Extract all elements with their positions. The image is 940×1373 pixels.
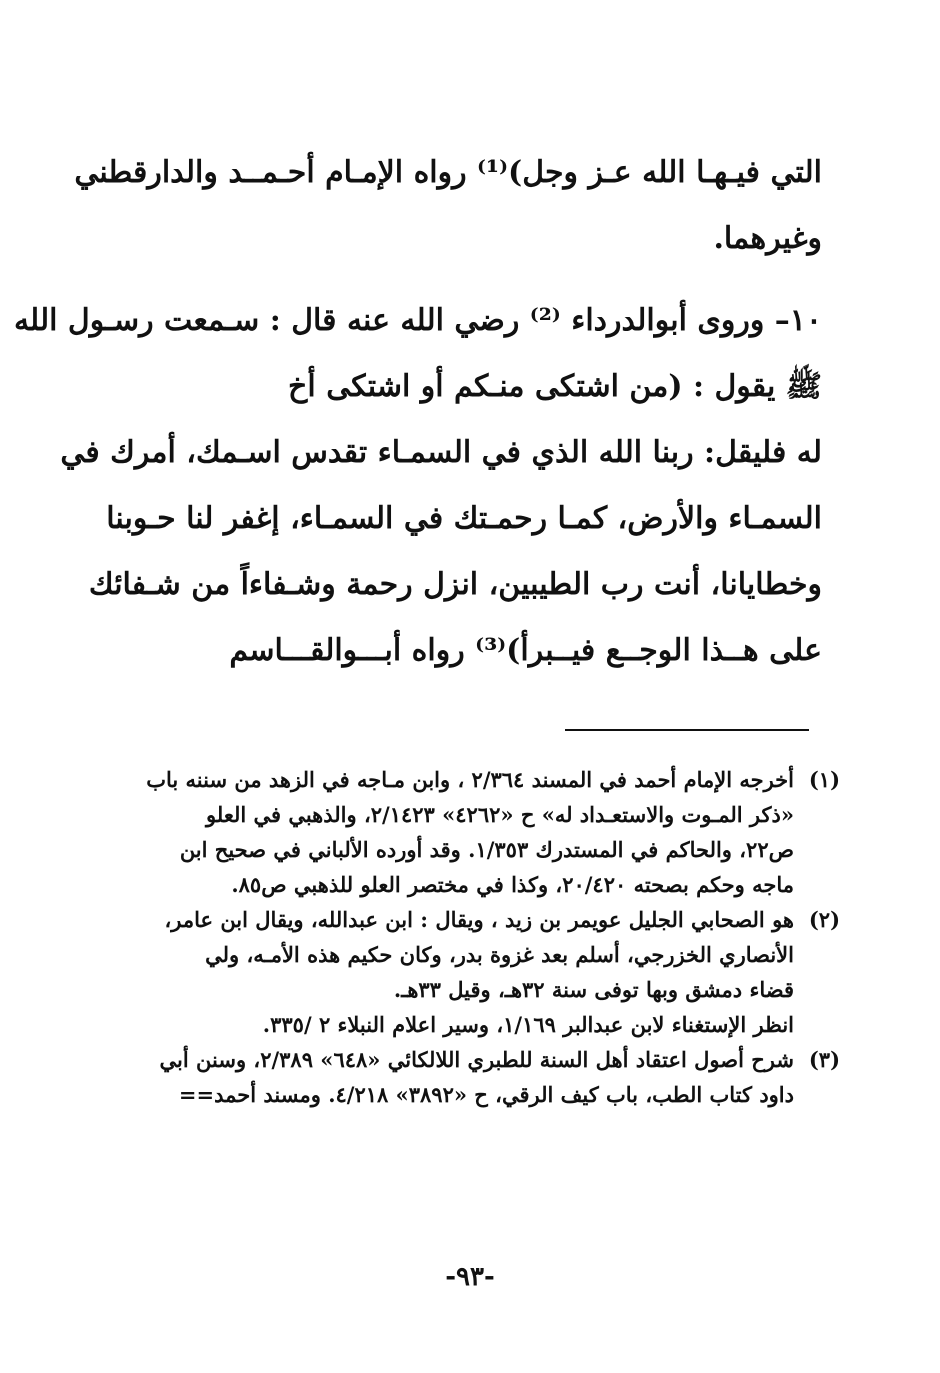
page-number: -٩٣-	[445, 1262, 495, 1292]
footnote-line: ص٢٢، والحاكم في المستدرك ١/٣٥٣. وقد أورده الألباني في صحيح ابن	[179, 837, 794, 862]
paragraph-1-line: وغيرهما.	[713, 221, 822, 256]
footnote-number: (١)	[808, 767, 840, 792]
footnote-line: انظر الإستغناء لابن عبدالبر ١/١٦٩، وسير اعلام النبلاء ٢ /٣٣٥.	[262, 1012, 794, 1037]
footnote-2	[110, 902, 840, 1042]
paragraph-2-line: له فليقل: ربنا الله الذي في السمـاء تقدس اسـمك، أمرك في	[60, 435, 822, 470]
footnote-separator	[565, 729, 809, 731]
footnote-3	[110, 1042, 840, 1112]
footnote-number: (٣)	[808, 1047, 840, 1072]
paragraph-2-line: ﷺ يقول : (من اشتكى منـكم أو اشتكى أخ	[288, 369, 822, 404]
footnote-line: الأنصاري الخزرجي، أسلم بعد غزوة بدر، وكان حكيم هذه الأمـه، ولي	[205, 942, 794, 967]
footnote-line: ماجه وحكم بصحته ٢٠/٤٢٠، وكذا في مختصر العلو للذهبي ص٨٥.	[231, 872, 794, 897]
paragraph-2-line: وخطايانا، أنت رب الطيبين، انزل رحمة وشـفاءاً من شـفائك	[88, 567, 822, 602]
paragraph-2-line: السمـاء والأرض، كمـا رحمـتك في السمـاء، إغفر لنا حـوبنا	[106, 501, 822, 536]
footnotes	[110, 762, 840, 1112]
footnote-line: شرح أصول اعتقاد أهل السنة للطبري اللالكائي «٦٤٨» ٢/٣٨٩، وسنن أبي	[159, 1047, 794, 1072]
footnote-line: «ذكر المـوت والاستعـداد له» ح «٤٢٦٢» ٢/١٤٢٣، والذهبي في العلو	[206, 802, 794, 827]
footnote-number: (٢)	[808, 907, 840, 932]
footnote-1	[110, 762, 840, 902]
footnote-body	[110, 762, 794, 902]
paragraph-1	[74, 140, 822, 272]
paragraph-2-line: على هــذا الوجــع فيــبرأ)⁽³⁾ رواه أبـــوالقـــاسم	[229, 633, 822, 668]
footnote-line: قضاء دمشق وبها توفى سنة ٣٢هـ، وقيل ٣٣هـ.	[393, 977, 794, 1002]
footnote-line: هو الصحابي الجليل عويمر بن زيد ، ويقال : ابن عبدالله، ويقال ابن عامر،	[164, 907, 794, 932]
paragraph-2	[13, 288, 822, 684]
footnote-body	[110, 1042, 794, 1112]
footnote-line: أخرجه الإمام أحمد في المسند ٢/٣٦٤ ، وابن مـاجه في الزهد من سننه باب	[146, 767, 794, 792]
footnote-body	[110, 902, 794, 1042]
paragraph-2-line: ١٠– وروى أبوالدرداء ⁽²⁾ رضي الله عنه قال : سـمعت رسـول الله	[13, 303, 822, 338]
footnote-line: داود كتاب الطب، باب كيف الرقي، ح «٣٨٩٢» ٤/٢١٨. ومسند أحمد==	[178, 1082, 794, 1107]
paragraph-1-line: التي فيـهـا الله عـز وجل)⁽¹⁾ رواه الإمـام أحـمــد والدارقطني	[74, 155, 822, 190]
